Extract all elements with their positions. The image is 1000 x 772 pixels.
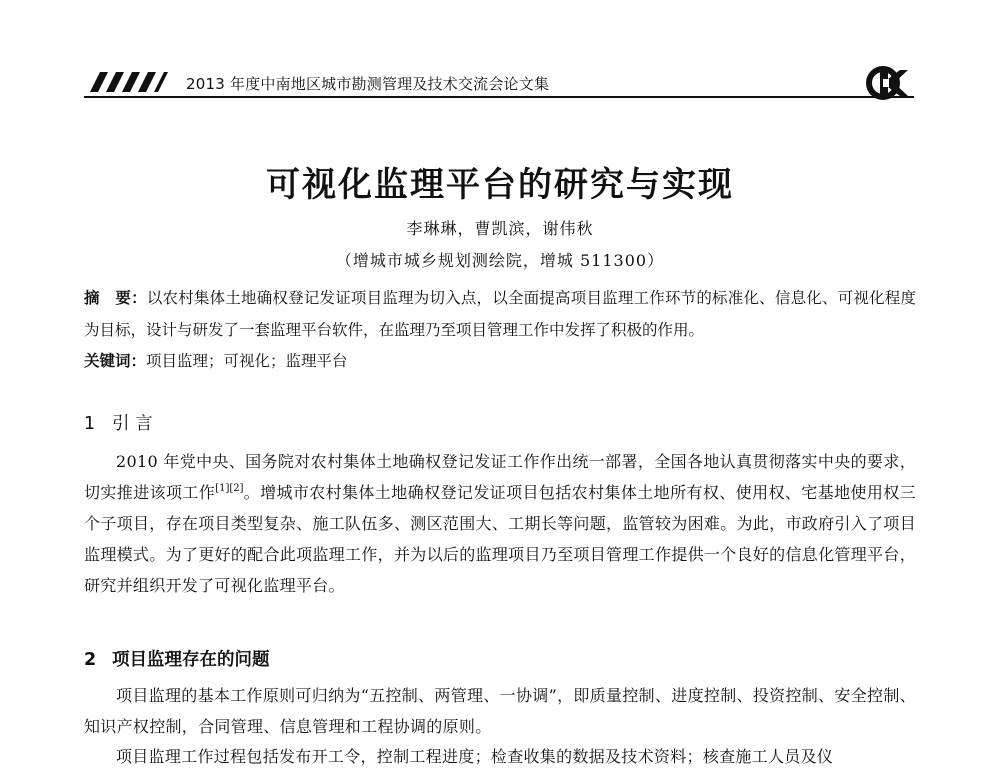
body-paragraph (84, 446, 916, 601)
journal-logo-icon (866, 66, 910, 100)
section-heading (84, 410, 916, 435)
section-title: 项目监理存在的问题 (112, 650, 270, 670)
citation-ref: [1][2] (215, 483, 244, 494)
abstract (84, 282, 916, 346)
header-stripes-icon (84, 72, 176, 92)
section-number: 2 (84, 650, 97, 670)
section-heading (84, 646, 916, 671)
running-header-title: 2013 年度中南地区城市勘测管理及技术交流会论文集 (186, 75, 550, 93)
keywords (84, 346, 916, 376)
paper-authors: 李琳琳，曹凯滨，谢伟秋 (406, 219, 594, 238)
abstract-label: 摘 要： (84, 289, 147, 307)
paragraph-text: 项目监理工作过程包括发布开工令，控制工程进度；检查收集的数据及技术资料；核查施工人员及仪 (116, 747, 834, 766)
body-paragraph (84, 680, 916, 742)
paper-title: 可视化监理平台的研究与实现 (266, 165, 734, 205)
section-title: 引 言 (112, 414, 153, 434)
paragraph-text: 项目监理的基本工作原则可归纳为“五控制、两管理、一协调”，即质量控制、进度控制、投资控制、安全控制、知识产权控制，合同管理、信息管理和工程协调的原则。 (84, 686, 916, 736)
paragraph-text: 2010 年党中央、国务院对农村集体土地确权登记发证工作作出统一部署，全国各地认真贯彻落实中央的要求，切实推进该项工作 (84, 452, 916, 502)
keywords-label: 关键词： (84, 352, 147, 370)
header-rule (84, 96, 914, 98)
keywords-text: 项目监理；可视化；监理平台 (146, 352, 348, 370)
section-number: 1 (84, 414, 96, 434)
body-paragraph (84, 741, 916, 772)
paragraph-text: 。增城市农村集体土地确权登记发证项目包括农村集体土地所有权、使用权、宅基地使用权三个子项目，存在项目类型复杂、施工队伍多、测区范围大、工期长等问题，监管较为困难。为此，市政府引入了项目监理模式。为了更好的配合此项监理工作，并为以后的监理项目乃至项目管理工作提供一个良好的信息化管理平台，研究并组织开发了可视化监理平台。 (84, 483, 916, 595)
abstract-text: 以农村集体土地确权登记发证项目监理为切入点，以全面提高项目监理工作环节的标准化、信息化、可视化程度为目标，设计与研发了一套监理平台软件，在监理乃至项目管理工作中发挥了积极的作用。 (84, 289, 916, 339)
paper-affiliation: （增城市城乡规划测绘院，增城 511300） (335, 251, 665, 270)
